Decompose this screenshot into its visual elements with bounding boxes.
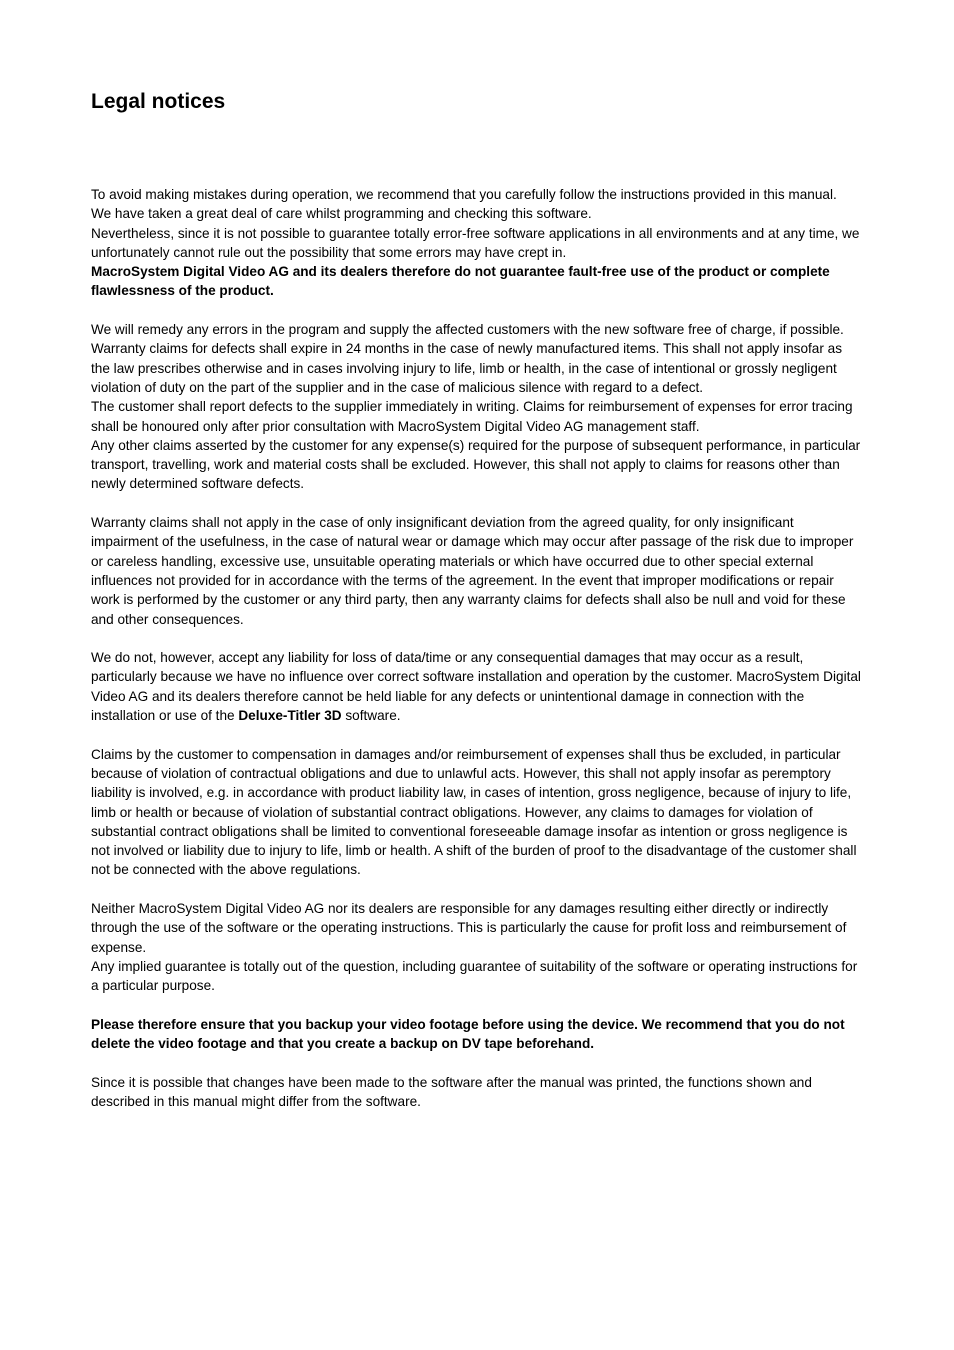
paragraph-spacer <box>91 494 861 513</box>
paragraph-spacer <box>91 995 861 1014</box>
paragraph-software-changes: Since it is possible that changes have been made to the software after the manual was printed, the functions shown and described in this manual might differ from the software. <box>91 1074 812 1109</box>
paragraph-spacer <box>91 629 861 648</box>
paragraph-no-guarantee: MacroSystem Digital Video AG and its dealers therefore do not guarantee fault-free use of the product or complete flawlessness of the product. <box>91 264 830 299</box>
paragraph-report-defects: The customer shall report defects to the supplier immediately in writing. Claims for reimbursement of expenses for error tracing shall be honoured only after prior consultation with MacroSystem Digital Video AG management staff. <box>91 399 853 434</box>
paragraph-spacer <box>91 301 861 320</box>
paragraph-warranty-expiry: Warranty claims for defects shall expire in 24 months in the case of newly manufactured items. This shall not apply insofar as the law prescribes otherwise and in cases involving injury to life, limb or health, in the case of intentional or grossly negligent violation of duty on the part of the supplier and in the case of malicious silence with regard to a defect. <box>91 341 843 395</box>
paragraph-liability <box>91 648 861 725</box>
paragraph-instructions: To avoid making mistakes during operation, we recommend that you carefully follow the instructions provided in this manual. <box>91 187 837 202</box>
paragraph-compensation: Claims by the customer to compensation in damages and/or reimbursement of expenses shall thus be excluded, in particular because of violation of contractual obligations and due to unlawful acts. However, this shall not apply insofar as peremptory liability is involved, e.g. in accordance with product liability law, in cases of intention, gross negligence, because of injury to life, limb or health or because of violation of substantial contract obligations. However, any claims to damages for violation of substantial contract obligations shall be limited to conventional foreseeable damage insofar as intention or gross negligence is not involved or liability due to injury to life, limb or health. A shift of the burden of proof to the disadvantage of the customer shall not be connected with the above regulations. <box>91 746 857 878</box>
liability-text-end: software. <box>341 708 401 724</box>
paragraph-damages: Neither MacroSystem Digital Video AG nor its dealers are responsible for any damages resulting either directly or indirectly through the use of the software or the operating instructions. This is particularly the cause for profit loss and reimbursement of expense. <box>91 900 847 955</box>
paragraph-care: We have taken a great deal of care whilst programming and checking this software. <box>91 206 592 222</box>
paragraph-errors: Nevertheless, since it is not possible to guarantee totally error-free software applications in all environments and at any time, we unfortunately cannot rule out the possibility that some errors may have crept in. <box>91 225 860 260</box>
liability-text-start: We do not, however, accept any liability for loss of data/time or any consequential damages that may occur as a result, particularly because we have no influence over correct software installation and operation by the customer. MacroSystem Digital Video AG and its dealers therefore cannot be held liable for any defects or unintentional damage in connection with the installation or use of the <box>91 650 861 724</box>
paragraph-other-claims: Any other claims asserted by the customer for any expense(s) required for the purpose of subsequent performance, in particular transport, travelling, work and material costs shall be excluded. However, this shall not apply to claims for reasons other than newly determined software defects. <box>91 437 861 492</box>
paragraph-spacer <box>91 880 861 899</box>
paragraph-spacer <box>91 1053 861 1072</box>
paragraph-implied-guarantee: Any implied guarantee is totally out of the question, including guarantee of suitability of the software or operating instructions for a particular purpose. <box>91 958 858 994</box>
page-title: Legal notices <box>91 90 226 113</box>
paragraph-warranty-exclusions: Warranty claims shall not apply in the case of only insignificant deviation from the agreed quality, for only insignificant impairment of the usefulness, in the case of natural wear or damage which may occur after passage of the risk due to improper or careless handling, excessive use, unsuitable operating materials or which have occurred due to other special external influences not provided for in accordance with the terms of the agreement. In the event that improper modifications or repair work is performed by the customer or any third party, then any warranty claims for defects shall also be null and void for these and other consequences. <box>91 515 854 627</box>
document-body <box>91 185 861 1111</box>
paragraph-remedy: We will remedy any errors in the program and supply the affected customers with the new software free of charge, if possible. <box>91 322 844 338</box>
paragraph-spacer <box>91 725 861 744</box>
product-name: Deluxe-Titler 3D <box>238 708 342 724</box>
paragraph-backup-warning: Please therefore ensure that you backup your video footage before using the device. We recommend that you do not delete the video footage and that you create a backup on DV tape beforehand. <box>91 1016 845 1052</box>
